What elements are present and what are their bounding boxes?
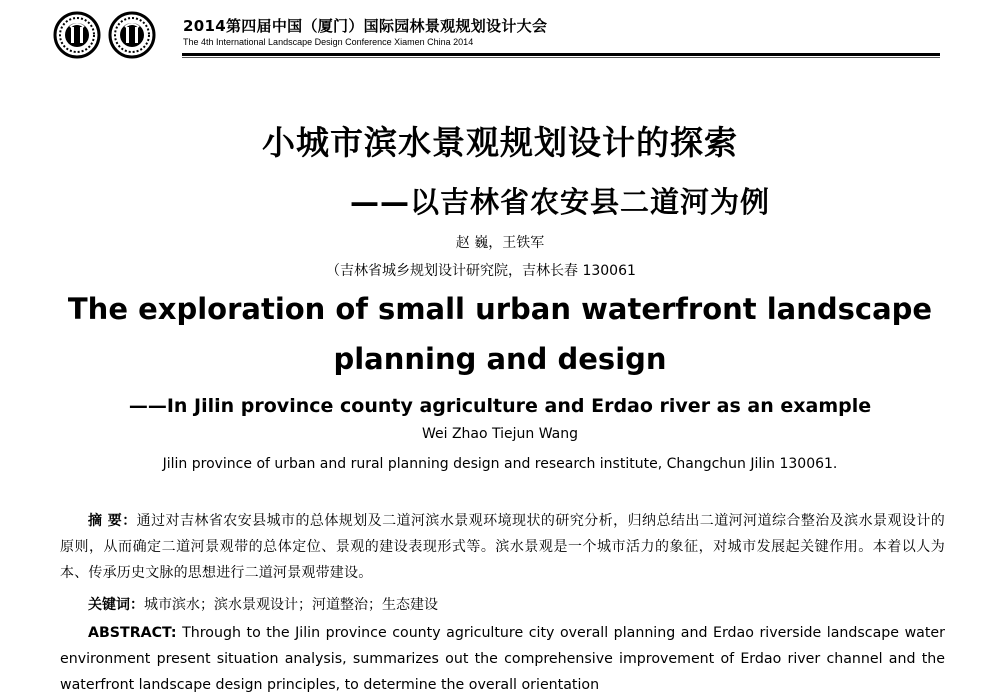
conference-logos — [52, 10, 172, 60]
keywords-cn-text: 城市滨水；滨水景观设计；河道整治；生态建设 — [144, 597, 438, 613]
affiliation-cn: （吉林省城乡规划设计研究院，吉林长春 130061 — [326, 263, 636, 279]
conference-title-en: The 4th International Landscape Design Conference Xiamen China 2014 — [183, 37, 474, 47]
paper-subtitle-en: ——In Jilin province county agriculture and Erdao river as an example — [128, 395, 872, 417]
paper-title-en-line2: planning and design — [333, 342, 667, 376]
abstract-en-label: ABSTRACT: — [88, 625, 177, 641]
paper-title-en-line1: The exploration of small urban waterfront landscape — [67, 292, 933, 326]
authors-en: Wei Zhao Tiejun Wang — [421, 426, 579, 442]
abstract-en — [60, 620, 945, 698]
abstract-en-text: Through to the Jilin province county agriculture city overall planning and Erdao riverside landscape water environment present situation analysis, summarizes out the comprehensive improvement of Erdao river channel and the waterfront landscape design principles, to determine the overall orientation — [60, 625, 945, 693]
authors-cn: 赵 巍，王铁军 — [455, 235, 545, 251]
paper-title-cn: 小城市滨水景观规划设计的探索 — [262, 123, 738, 162]
header-divider-thin — [182, 57, 940, 58]
keywords-cn-label: 关键词： — [88, 597, 144, 613]
keywords-cn — [88, 594, 438, 614]
affiliation-en: Jilin province of urban and rural planning design and research institute, Changchun Jilin 130061. — [162, 456, 838, 472]
abstract-cn-text: 通过对吉林省农安县城市的总体规划及二道河滨水景观环境现状的研究分析，归纳总结出二道河河道综合整治及滨水景观设计的原则，从而确定二道河景观带的总体定位、景观的建设表现形式等。滨水景观是一个城市活力的象征，对城市发展起关键作用。本着以人为本、传承历史文脉的思想进行二道河景观带建设。 — [60, 513, 945, 581]
header-divider — [182, 53, 940, 56]
conference-title-cn: 2014第四届中国（厦门）国际园林景观规划设计大会 — [183, 17, 548, 35]
logo-right-icon — [110, 13, 154, 57]
abstract-cn-label: 摘 要： — [88, 513, 137, 529]
paper-subtitle-cn: ——以吉林省农安县二道河为例 — [350, 185, 771, 219]
abstract-cn — [60, 508, 945, 586]
logo-left-icon — [55, 13, 99, 57]
